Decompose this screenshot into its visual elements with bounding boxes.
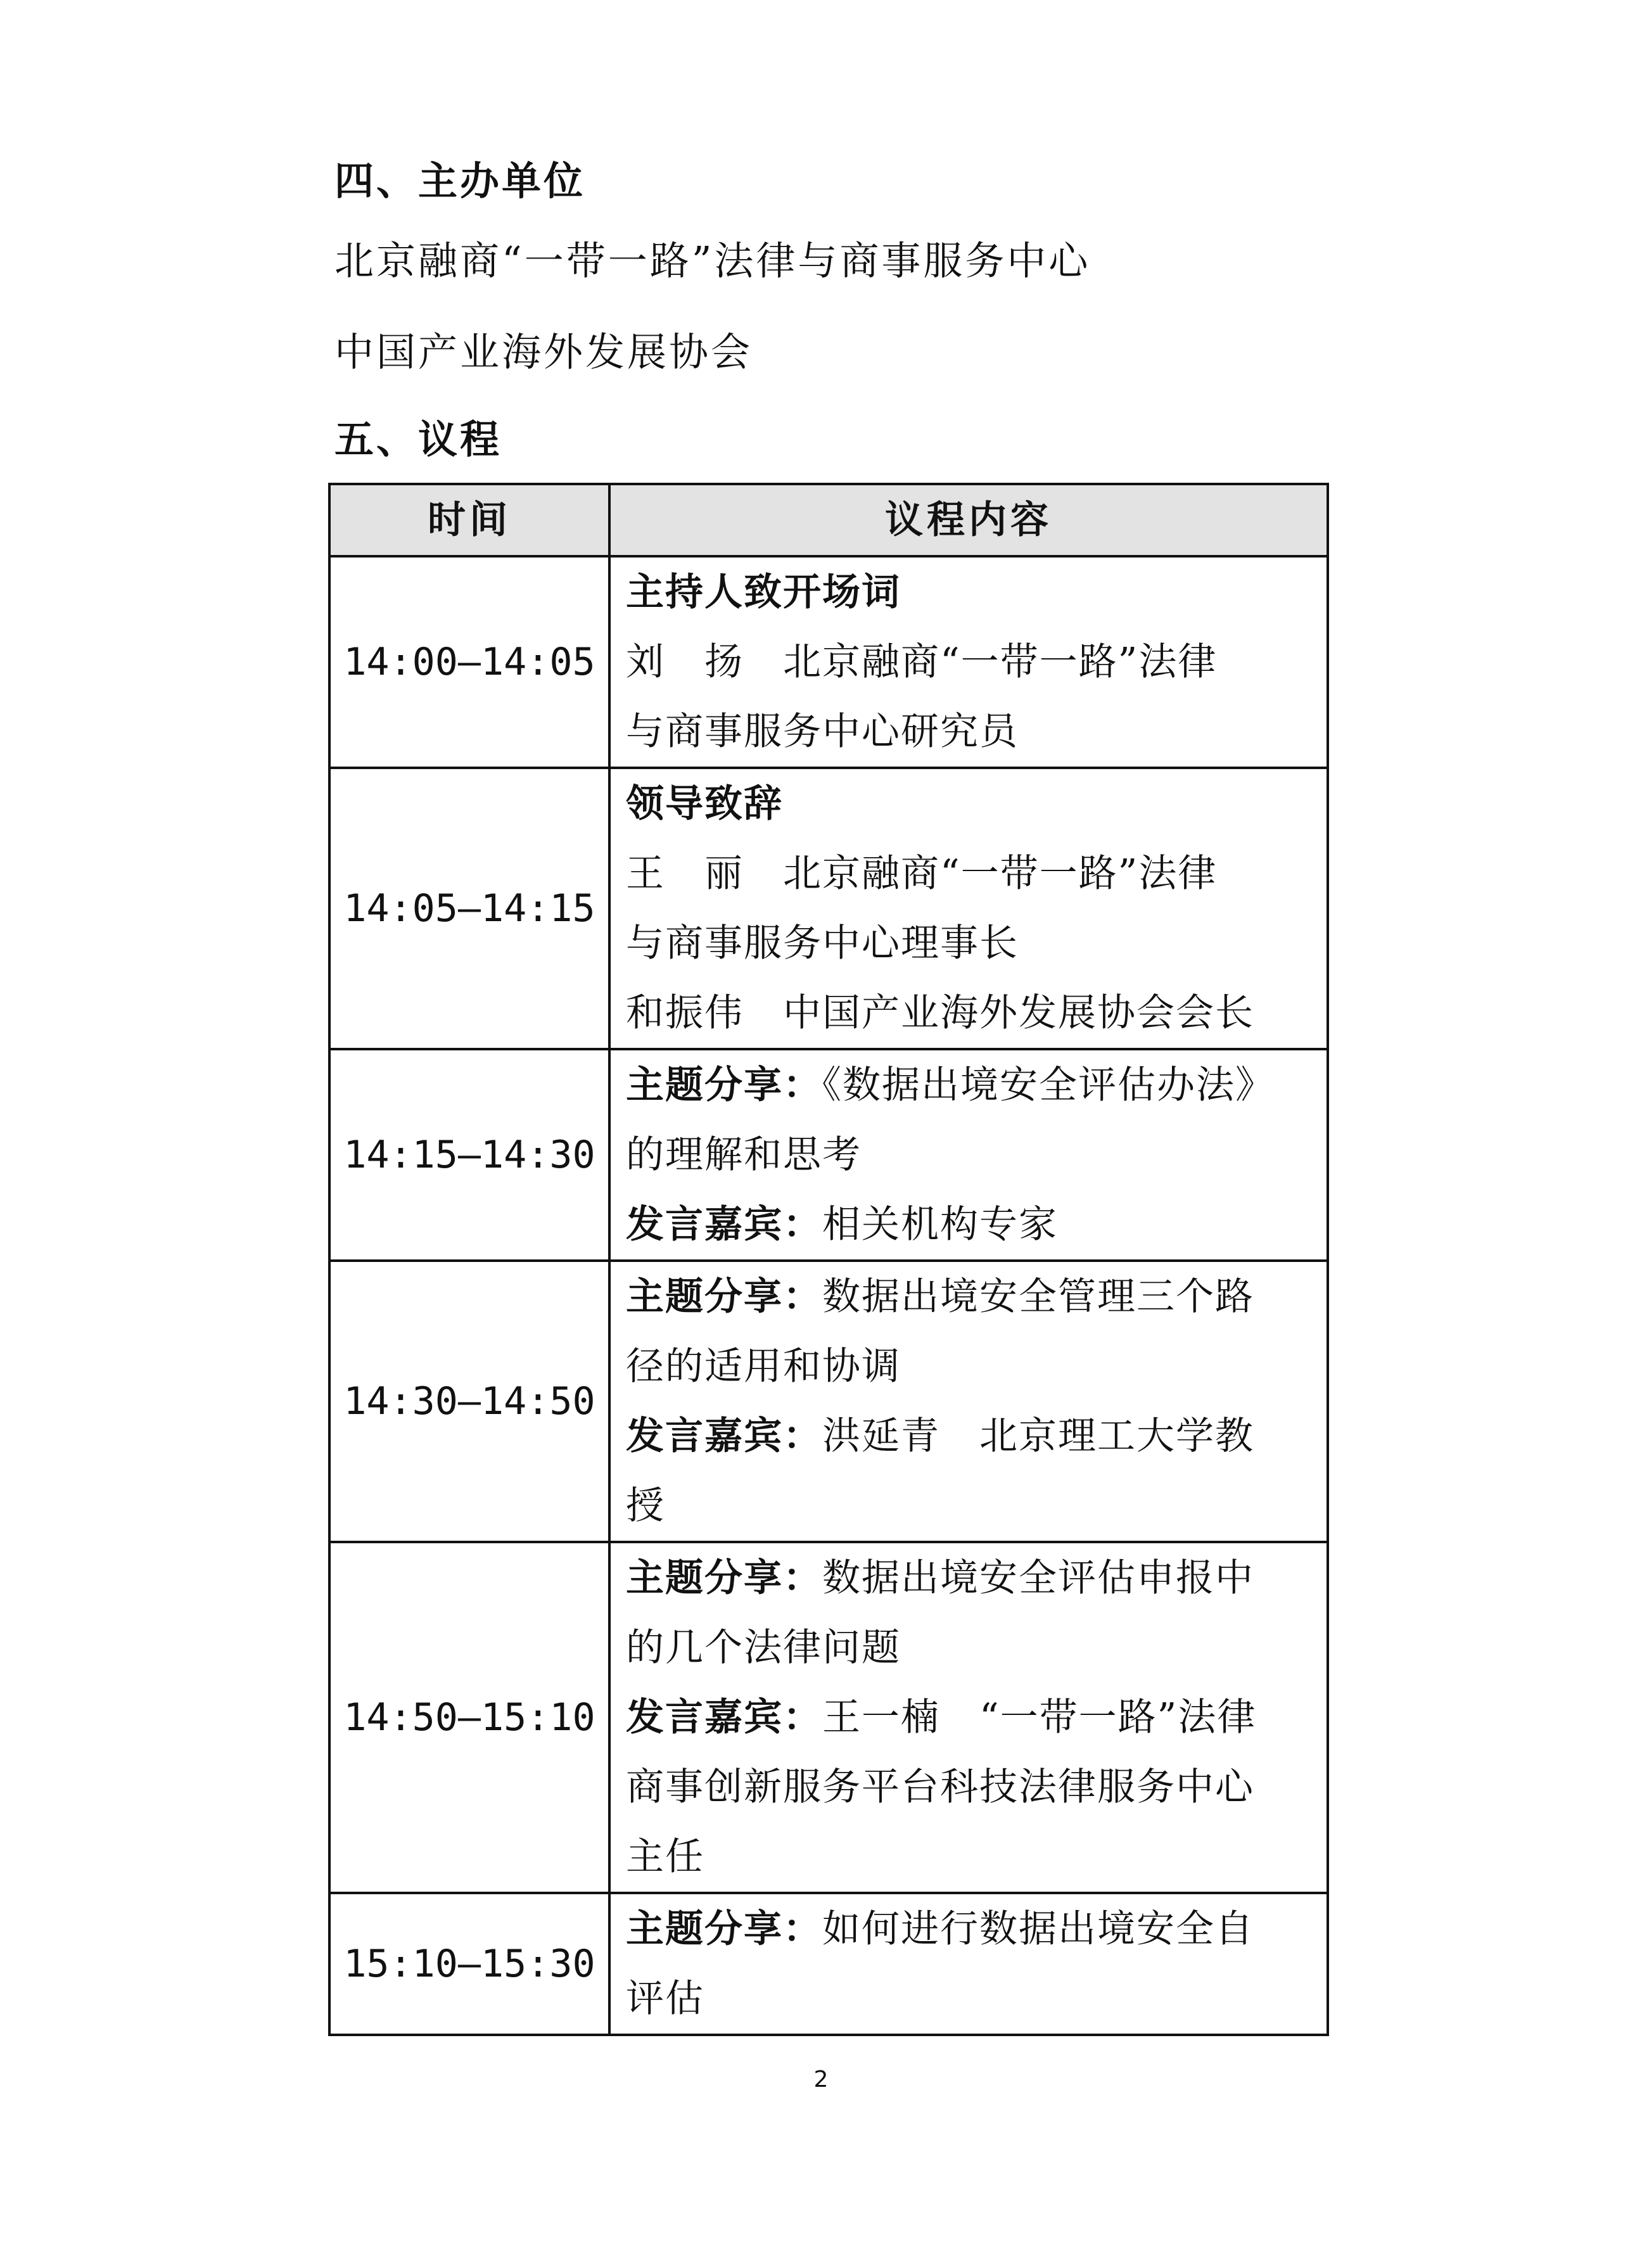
agenda-header-content: 议程内容: [609, 484, 1328, 556]
agenda-content-line: [626, 1471, 1314, 1541]
agenda-content: [609, 1261, 1328, 1542]
agenda-item-text: 的几个法律问题: [626, 1626, 901, 1670]
agenda-item-text: 商事创新服务平台科技法律服务中心: [626, 1765, 1254, 1809]
agenda-item-text: 的理解和思考: [626, 1133, 862, 1177]
agenda-item-text: 和振伟 中国产业海外发展协会会长: [626, 991, 1254, 1035]
agenda-row: [329, 556, 1328, 768]
agenda-content-line: [626, 1752, 1314, 1822]
agenda-item-text: 刘 扬 北京融商“一带一路”法律: [626, 640, 1218, 684]
agenda-item-label: 发言嘉宾：: [626, 1414, 822, 1458]
agenda-item-text: 与商事服务中心理事长: [626, 921, 1019, 965]
agenda-item-label: 主题分享：: [626, 1275, 822, 1319]
agenda-content-line: [626, 1543, 1314, 1613]
organizer-name: 北京融商“一带一路”法律与商事服务中心: [334, 238, 1091, 284]
agenda-content-line: [626, 1120, 1314, 1190]
agenda-item-text: 洪延青 北京理工大学教: [822, 1414, 1254, 1458]
agenda-header-time: 时间: [329, 484, 609, 556]
agenda-content-line: [626, 908, 1314, 978]
agenda-item-label: 主题分享：: [626, 1556, 822, 1600]
agenda-item-label: 主题分享：: [626, 1907, 822, 1951]
agenda-time: 14:15—14:30: [329, 1049, 609, 1261]
agenda-item-text: 如何进行数据出境安全自: [822, 1907, 1254, 1951]
organizer-name: 中国产业海外发展协会: [334, 329, 753, 375]
agenda-content-line: [626, 697, 1314, 767]
agenda-item-text: 主任: [626, 1835, 704, 1879]
agenda-content-line: [626, 1401, 1314, 1471]
agenda-item-text: 授: [626, 1484, 665, 1528]
agenda-row: [329, 1542, 1328, 1893]
agenda-content-line: [626, 839, 1314, 908]
agenda-body: [329, 556, 1328, 2035]
agenda-item-text: 王 丽 北京融商“一带一路”法律: [626, 851, 1218, 896]
section-heading-organizers: 四、主办单位: [334, 158, 586, 204]
agenda-row: [329, 1261, 1328, 1542]
agenda-content: [609, 556, 1328, 768]
agenda-time: 14:00—14:05: [329, 556, 609, 768]
agenda-content-line: [626, 1822, 1314, 1892]
agenda-content-line: [626, 1050, 1314, 1120]
agenda-content-line: [626, 1262, 1314, 1332]
agenda-content-line: [626, 627, 1314, 697]
section-heading-agenda: 五、议程: [334, 416, 502, 462]
agenda-content-line: [626, 557, 1314, 627]
agenda-row: [329, 1893, 1328, 2035]
agenda-content-line: [626, 1190, 1314, 1259]
agenda-content-line: [626, 1683, 1314, 1752]
agenda-item-text: 数据出境安全管理三个路: [822, 1275, 1254, 1319]
agenda-header-row: [329, 484, 1328, 556]
agenda-item-label: 发言嘉宾：: [626, 1202, 822, 1247]
agenda-item-text: 数据出境安全评估申报中: [822, 1556, 1254, 1600]
agenda-content: [609, 768, 1328, 1049]
agenda-item-text: 与商事服务中心研究员: [626, 710, 1019, 754]
agenda-content: [609, 1542, 1328, 1893]
agenda-item-text: 径的适用和协调: [626, 1344, 901, 1389]
agenda-content-line: [626, 1613, 1314, 1683]
agenda-content: [609, 1049, 1328, 1261]
agenda-content-line: [626, 978, 1314, 1048]
page-number: 2: [813, 2067, 829, 2093]
agenda-time: 15:10—15:30: [329, 1893, 609, 2035]
agenda-item-label: 主题分享：: [626, 1063, 822, 1107]
agenda-item-label: 领导致辞: [626, 782, 783, 826]
agenda-row: [329, 1049, 1328, 1261]
agenda-content-line: [626, 769, 1314, 839]
agenda-item-text: 王一楠 “一带一路”法律: [822, 1695, 1257, 1740]
agenda-content-line: [626, 1964, 1314, 2034]
agenda-time: 14:30—14:50: [329, 1261, 609, 1542]
agenda-content-line: [626, 1894, 1314, 1964]
agenda-item-text: 《数据出境安全评估办法》: [822, 1063, 1275, 1107]
agenda-time: 14:05—14:15: [329, 768, 609, 1049]
agenda-item-label: 主持人致开场词: [626, 570, 901, 615]
agenda-content: [609, 1893, 1328, 2035]
agenda-content-line: [626, 1332, 1314, 1401]
agenda-time: 14:50—15:10: [329, 1542, 609, 1893]
agenda-row: [329, 768, 1328, 1049]
agenda-item-label: 发言嘉宾：: [626, 1695, 822, 1740]
agenda-item-text: 评估: [626, 1977, 704, 2021]
agenda-table: [328, 483, 1329, 2036]
agenda-item-text: 相关机构专家: [822, 1202, 1058, 1247]
